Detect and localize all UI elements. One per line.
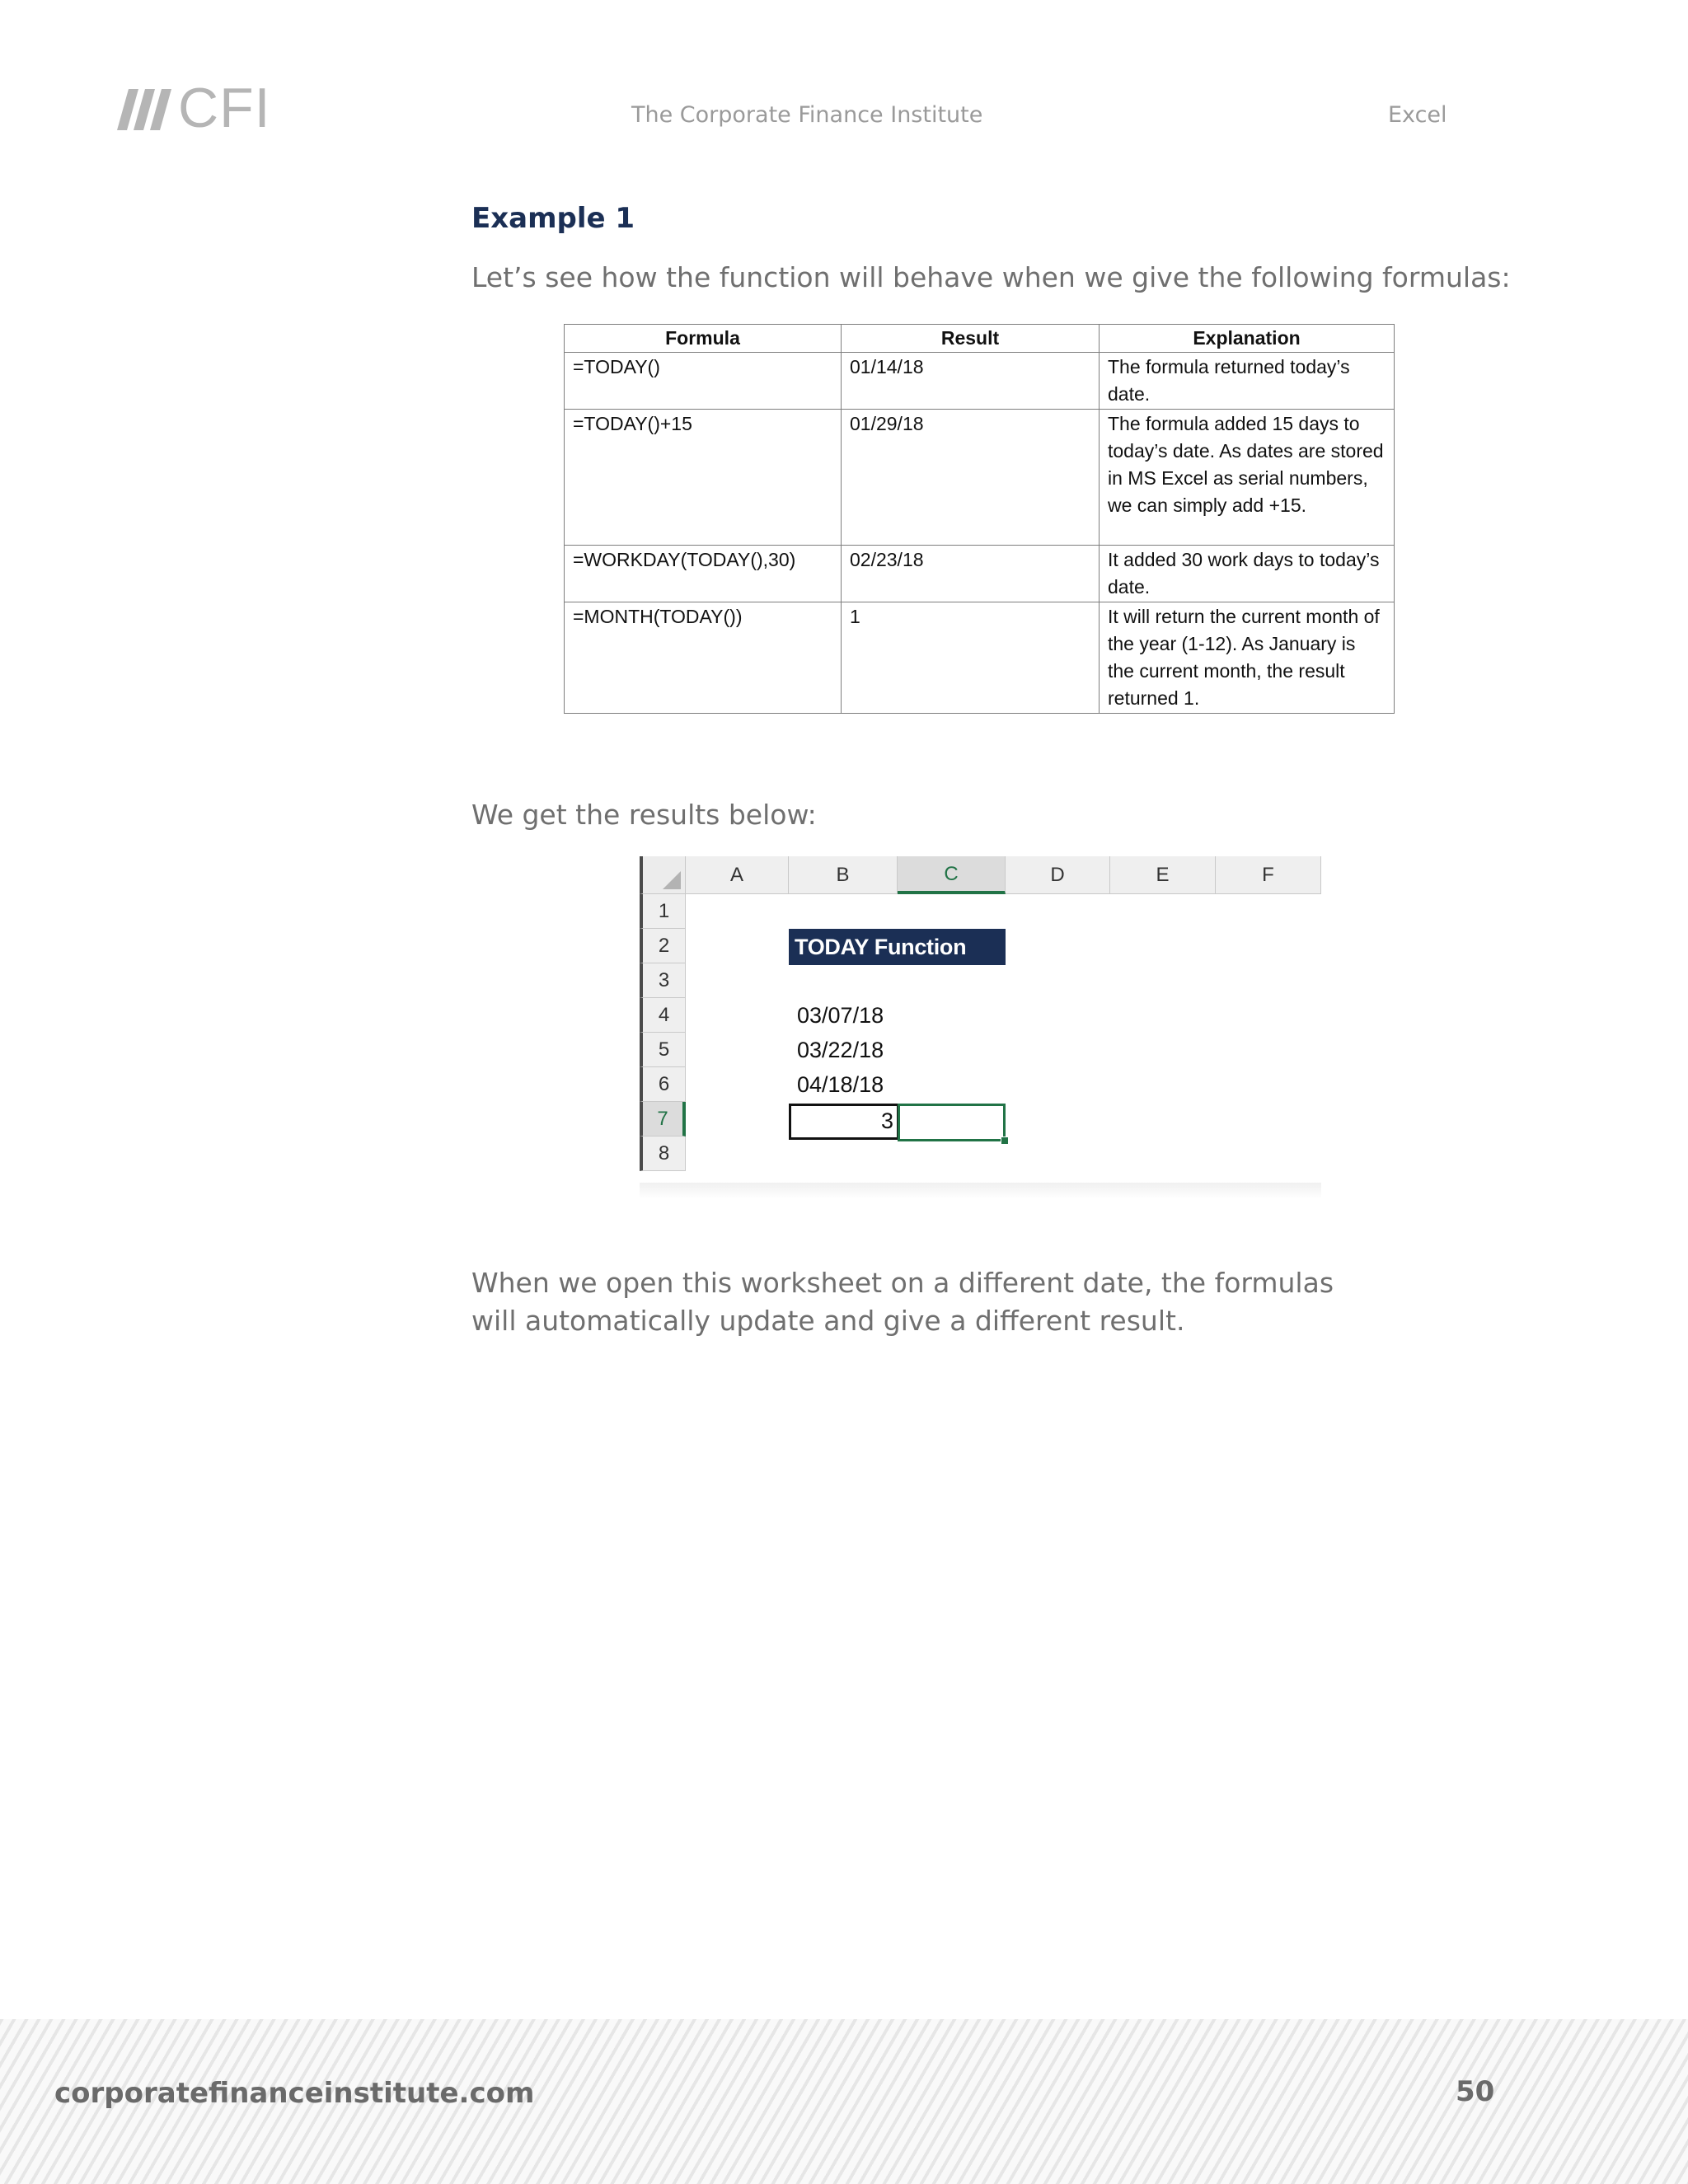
row-header-5[interactable]: 5 [640,1033,686,1067]
formula-cell: =TODAY() [565,353,842,410]
intro-paragraph: Let’s see how the function will behave when we give the following formulas: [471,261,1511,293]
explanation-cell: The formula returned today’s date. [1100,353,1395,410]
result-cell: 1 [842,602,1100,714]
column-header-e[interactable]: E [1110,856,1216,894]
row-header-1[interactable]: 1 [640,894,686,929]
cell-b6[interactable]: 04/18/18 [797,1072,884,1097]
results-paragraph: We get the results below: [471,799,817,831]
table-row [565,353,1395,410]
column-header-b[interactable]: B [789,856,898,894]
page-number: 50 [1456,2075,1495,2108]
table-row [565,602,1395,714]
row-header-4[interactable]: 4 [640,998,686,1033]
header-title: The Corporate Finance Institute [631,102,983,128]
explanation-cell: It added 30 work days to today’s date. [1100,546,1395,602]
table-header-row [565,325,1395,353]
row-header-2[interactable]: 2 [640,929,686,963]
row-header-3[interactable]: 3 [640,963,686,998]
result-cell: 01/14/18 [842,353,1100,410]
explanation-cell: The formula added 15 days to today’s date. As dates are stored in MS Excel as serial numbers, we can simply add +15. [1100,410,1395,546]
section-heading: Example 1 [471,202,635,235]
closing-paragraph: When we open this worksheet on a different date, the formulas will automatically update and give a different result. [471,1267,1334,1337]
row-header-8[interactable]: 8 [640,1137,686,1171]
explanation-cell: It will return the current month of the year (1-12). As January is the current month, the result returned 1. [1100,602,1395,714]
result-cell: 01/29/18 [842,410,1100,546]
column-header-f[interactable]: F [1216,856,1321,894]
select-all-icon [663,871,681,889]
footer-url: corporatefinanceinstitute.com [54,2077,535,2110]
selected-cell-c7[interactable] [898,1104,1006,1141]
select-all-corner[interactable] [640,856,686,894]
cfi-logo [114,77,271,139]
cfi-logo-mark-icon [114,84,173,132]
fill-handle[interactable] [1001,1137,1009,1145]
table-row [565,410,1395,546]
header-explanation: Explanation [1100,325,1395,353]
header-formula: Formula [565,325,842,353]
header-section: Excel [1388,102,1447,128]
table-row [565,546,1395,602]
row-header-6[interactable]: 6 [640,1067,686,1102]
formula-table [564,324,1395,714]
logo-text: CFI [178,77,271,139]
cell-b4[interactable]: 03/07/18 [797,1003,884,1028]
column-header-d[interactable]: D [1006,856,1110,894]
row-header-7[interactable]: 7 [640,1102,686,1137]
formula-cell: =WORKDAY(TODAY(),30) [565,546,842,602]
header-result: Result [842,325,1100,353]
today-function-title-cell[interactable]: TODAY Function [789,929,1006,965]
formula-cell: =TODAY()+15 [565,410,842,546]
screenshot-shadow [640,1183,1321,1199]
column-header-a[interactable]: A [686,856,789,894]
cell-b5[interactable]: 03/22/18 [797,1038,884,1062]
result-cell: 02/23/18 [842,546,1100,602]
column-header-c[interactable]: C [898,856,1006,894]
cell-b7[interactable]: 3 [789,1104,899,1140]
formula-cell: =MONTH(TODAY()) [565,602,842,714]
spreadsheet-grid [640,856,1321,1183]
